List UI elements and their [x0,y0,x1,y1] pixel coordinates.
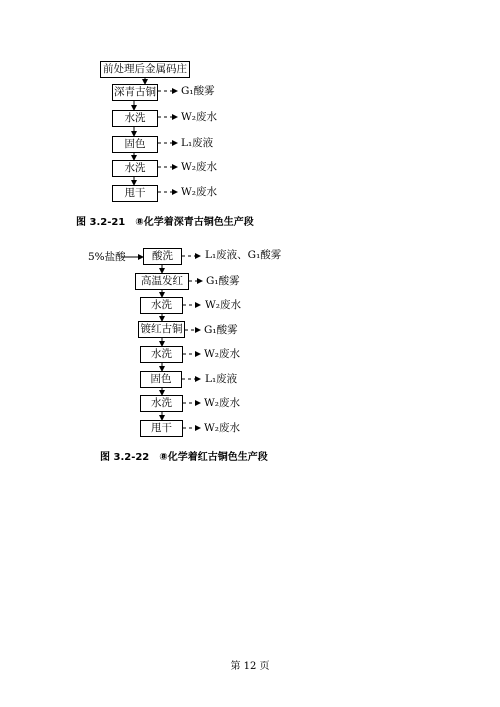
fig1-step-spin-dry: 甩干 [112,185,158,202]
fig2-caption: 图 3.2-22 ⑧化学着红古铜色生产段 [100,452,268,463]
fig2-output-3: W₂废水 [205,299,242,311]
fig1-output-5: W₂废水 [181,186,218,198]
fig2-output-8: W₂废水 [204,422,241,434]
fig2-step-wash-1: 水洗 [140,297,183,314]
fig1-step-deep-bronze: 深青古铜 [112,84,158,101]
fig1-output-3: L₁废液 [181,137,214,149]
fig2-step-pickling: 酸洗 [143,248,182,265]
fig2-step-spin-dry: 甩干 [140,420,183,437]
fig2-input-label: 5%盐酸 [88,251,126,263]
fig2-output-6: L₁废液 [205,373,238,385]
fig1-output-2: W₂废水 [181,111,218,123]
fig2-output-7: W₂废水 [204,397,241,409]
fig1-step-wash-1: 水洗 [112,110,158,127]
page-number: 第 12 页 [230,661,270,672]
fig2-step-fixing: 固色 [140,371,182,388]
fig2-step-wash-3: 水洗 [140,395,183,412]
fig1-step-wash-2: 水洗 [112,160,158,177]
fig2-output-4: G₁酸雾 [204,324,238,336]
fig1-output-1: G₁酸雾 [181,85,215,97]
fig1-step-pretreatment: 前处理后金属码庄 [100,61,190,78]
fig1-caption: 图 3.2-21 ⑧化学着深青古铜色生产段 [76,217,254,228]
fig2-step-high-temp-red: 高温发红 [135,273,189,290]
fig2-output-2: G₁酸雾 [206,275,240,287]
fig2-output-1: L₁废液、G₁酸雾 [205,249,282,261]
fig2-step-red-bronze-plating: 镀红古铜 [138,321,185,338]
fig2-output-5: W₂废水 [204,348,241,360]
fig2-step-wash-2: 水洗 [140,346,183,363]
fig1-output-4: W₂废水 [181,161,218,173]
fig1-step-fixing: 固色 [112,136,158,153]
